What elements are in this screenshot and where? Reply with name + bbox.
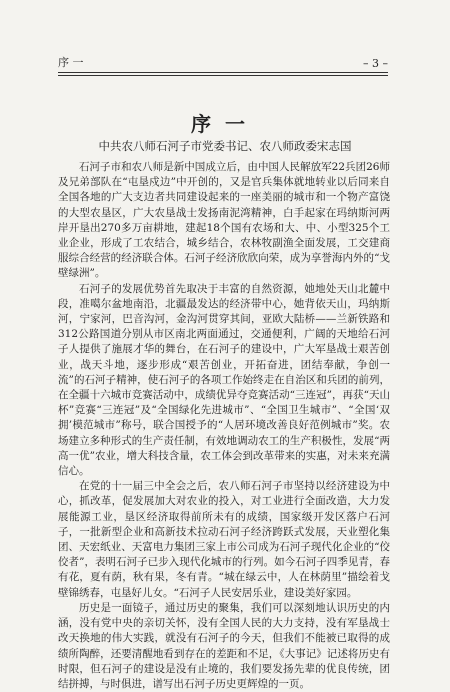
page-number: – 3 – [363,57,388,70]
header-rule-thick [58,75,388,76]
paragraph: 石河子市和农八师是新中国成立后，由中国人民解放军22兵团26师及兄弟部队在“屯垦戍边”中开创的，又是官兵集体就地转业以后同来自全国各地的广大支边者共同建设起来的一座美丽的城市和一个物产富饶的大型农垦区，广大农垦战士发扬南泥湾精神，白手起家在玛纳斯河两岸开垦出270多万亩耕地，建起18个国有农场和大、中、小型325个工业企业，形成了工农结合，城乡结合，农林牧副渔全面发展，工交建商服综合经营的经济联合体。石河子经济欣欣向荣，成为享誉海内外的“戈壁绿洲”。 [58,161,390,280]
preface-title: 序一 [191,112,259,136]
paragraph: 石河子的发展优势首先取决于丰富的自然资源，她地处天山北麓中段，准噶尔盆地南沿，北疆最发达的经济带中心，她背依天山，玛纳斯河，宁家河，巴音沟河，金沟河贯穿其间，亚欧大陆桥——兰新铁路和312公路国道分别从市区南北两面通过，交通便利，广阔的天地给石河子人提供了施展才华的舞台，在石河子的建设中，广大军垦战士艰苦创业，战天斗地，逐步形成“艰苦创业，开拓奋进，团结奉献，争创一流”的石河子精神，使石河子的各项工作始终走在自治区和兵团的前列，在全疆十六城市竞赛活动中，成绩优异夺竞赛活动“三连冠”，再获“天山杯”竞赛“三连冠”及“全国绿化先进城市”、“全国卫生城市”、“全国‘双拥’模范城市”称号，联合国授予的“人居环境改善良好范例城市”奖。农场建立多种形式的生产责任制，有效地调动农工的生产积极性，发展“两高一优”农业，增大科技含量，农工体会到改革带来的实惠，对未来充满信心。 [58,282,390,478]
running-header [58,54,388,70]
paragraph: 在党的十一届三中全会之后，农八师石河子市坚持以经济建设为中心，抓改革，促发展加大对农业的投入，对工业进行全面改造，大力发展能源工业，垦区经济取得前所未有的成绩，国家级开发区落户石河子，一批新型企业和高新技术拉动石河子经济跨跃式发展，天业塑化集团、天宏纸业、天富电力集团三家上市公司成为石河子现代化企业的“佼佼者”，表明石河子已步入现代化城市的行列。如今石河子四季见青，春有花，夏有荫，秋有果，冬有青。“城在绿云中，人在林荫里”描绘着戈壁锦绣春，屯垦好儿女。“石河子人民安居乐业，建设美好家园。 [58,480,390,599]
author-byline: 中共农八师石河子市党委书记、农八师政委宋志国 [98,139,352,153]
header-section-title: 序 一 [58,56,84,69]
preface-body [58,160,390,692]
paragraph: 历史是一面镜子，通过历史的聚集，我们可以深刻地认识历史的内涵，没有党中央的亲切关怀，没有全国人民的大力支持，没有军垦战士改天换地的伟大实践，就没有石河子的今天，但我们不能被已取得的成绩所陶醉，还要清醒地看到存在的差距和不足，《大事记》记述将历史有时限，但石河子的建设是没有止境的，我们要发扬先辈的优良传统，团结拼搏，与时俱进，谱写出石河子历史更辉煌的一页。 [58,601,390,690]
header-rule-thin [58,72,388,73]
